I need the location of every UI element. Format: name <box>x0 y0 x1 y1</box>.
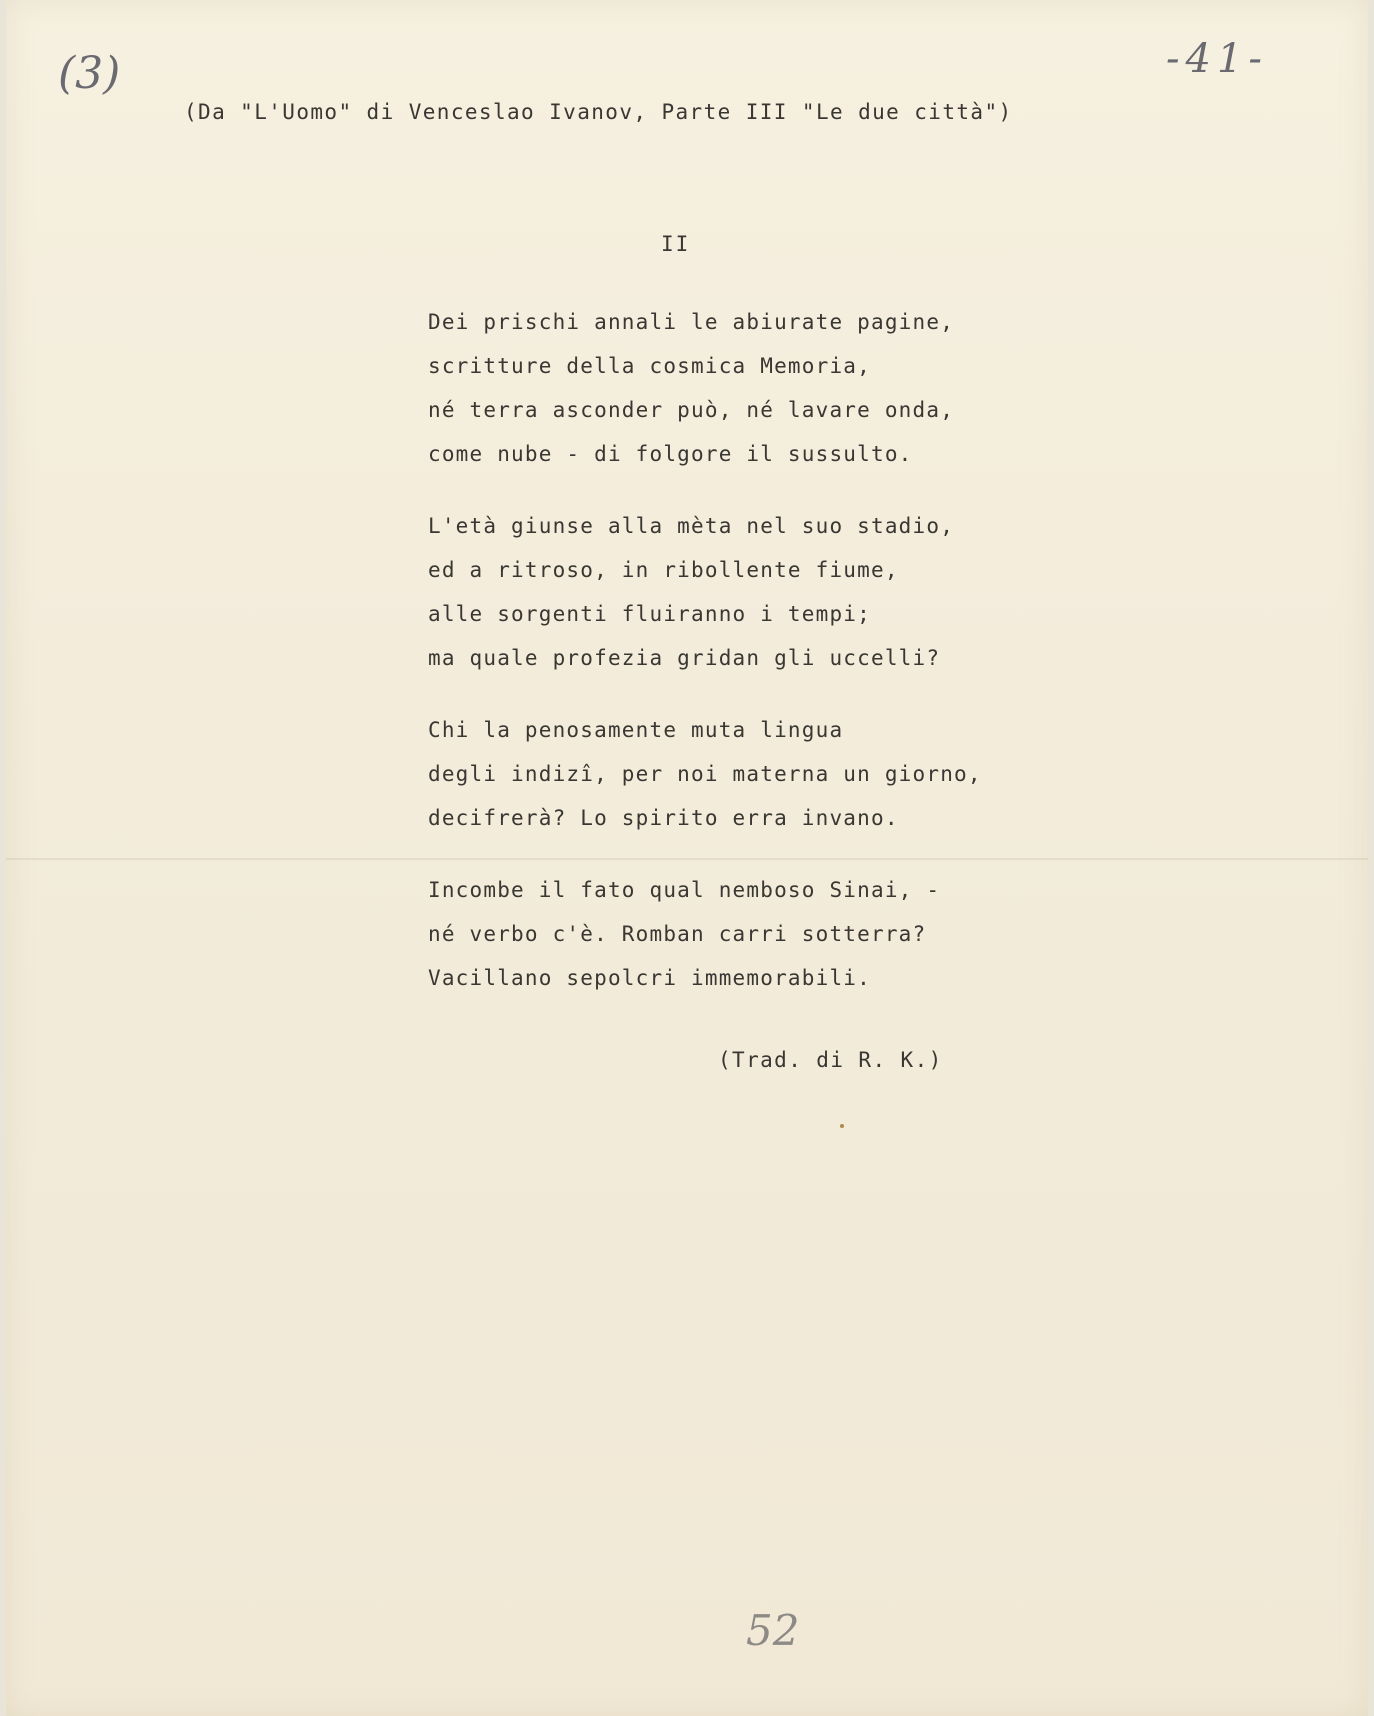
translator-credit: (Trad. di R. K.) <box>718 1048 943 1072</box>
paper-fold <box>6 858 1368 860</box>
typed-page <box>6 0 1368 1716</box>
handwritten-folio-number: (3) <box>58 48 121 99</box>
section-numeral: II <box>661 232 691 256</box>
poem-line: ma quale profezia gridan gli uccelli? <box>428 646 941 670</box>
source-heading: (Da "L'Uomo" di Venceslao Ivanov, Parte III "Le due città") <box>184 100 1013 124</box>
poem-line: scritture della cosmica Memoria, <box>428 354 871 378</box>
poem-line: né terra asconder può, né lavare onda, <box>428 398 955 422</box>
poem-line: come nube - di folgore il sussulto. <box>428 442 913 466</box>
poem-line: Chi la penosamente muta lingua <box>428 718 844 742</box>
poem-line: Incombe il fato qual nemboso Sinai, - <box>428 878 941 902</box>
stanza-4 <box>428 868 940 1000</box>
ink-speck <box>840 1124 844 1128</box>
stanza-2 <box>428 504 954 680</box>
poem-line: ed a ritroso, in ribollente fiume, <box>428 558 899 582</box>
poem-line: decifrerà? Lo spirito erra invano. <box>428 806 899 830</box>
poem-line: L'età giunse alla mèta nel suo stadio, <box>428 514 955 538</box>
stanza-1 <box>428 300 954 476</box>
handwritten-page-number: -41- <box>1166 36 1268 82</box>
stanza-3 <box>428 708 982 840</box>
poem-line: Dei prischi annali le abiurate pagine, <box>428 310 955 334</box>
poem-line: alle sorgenti fluiranno i tempi; <box>428 602 871 626</box>
handwritten-archive-number: 52 <box>746 1606 800 1655</box>
poem-line: né verbo c'è. Romban carri sotterra? <box>428 922 927 946</box>
poem-line: degli indizî, per noi materna un giorno, <box>428 762 982 786</box>
poem-line: Vacillano sepolcri immemorabili. <box>428 966 871 990</box>
